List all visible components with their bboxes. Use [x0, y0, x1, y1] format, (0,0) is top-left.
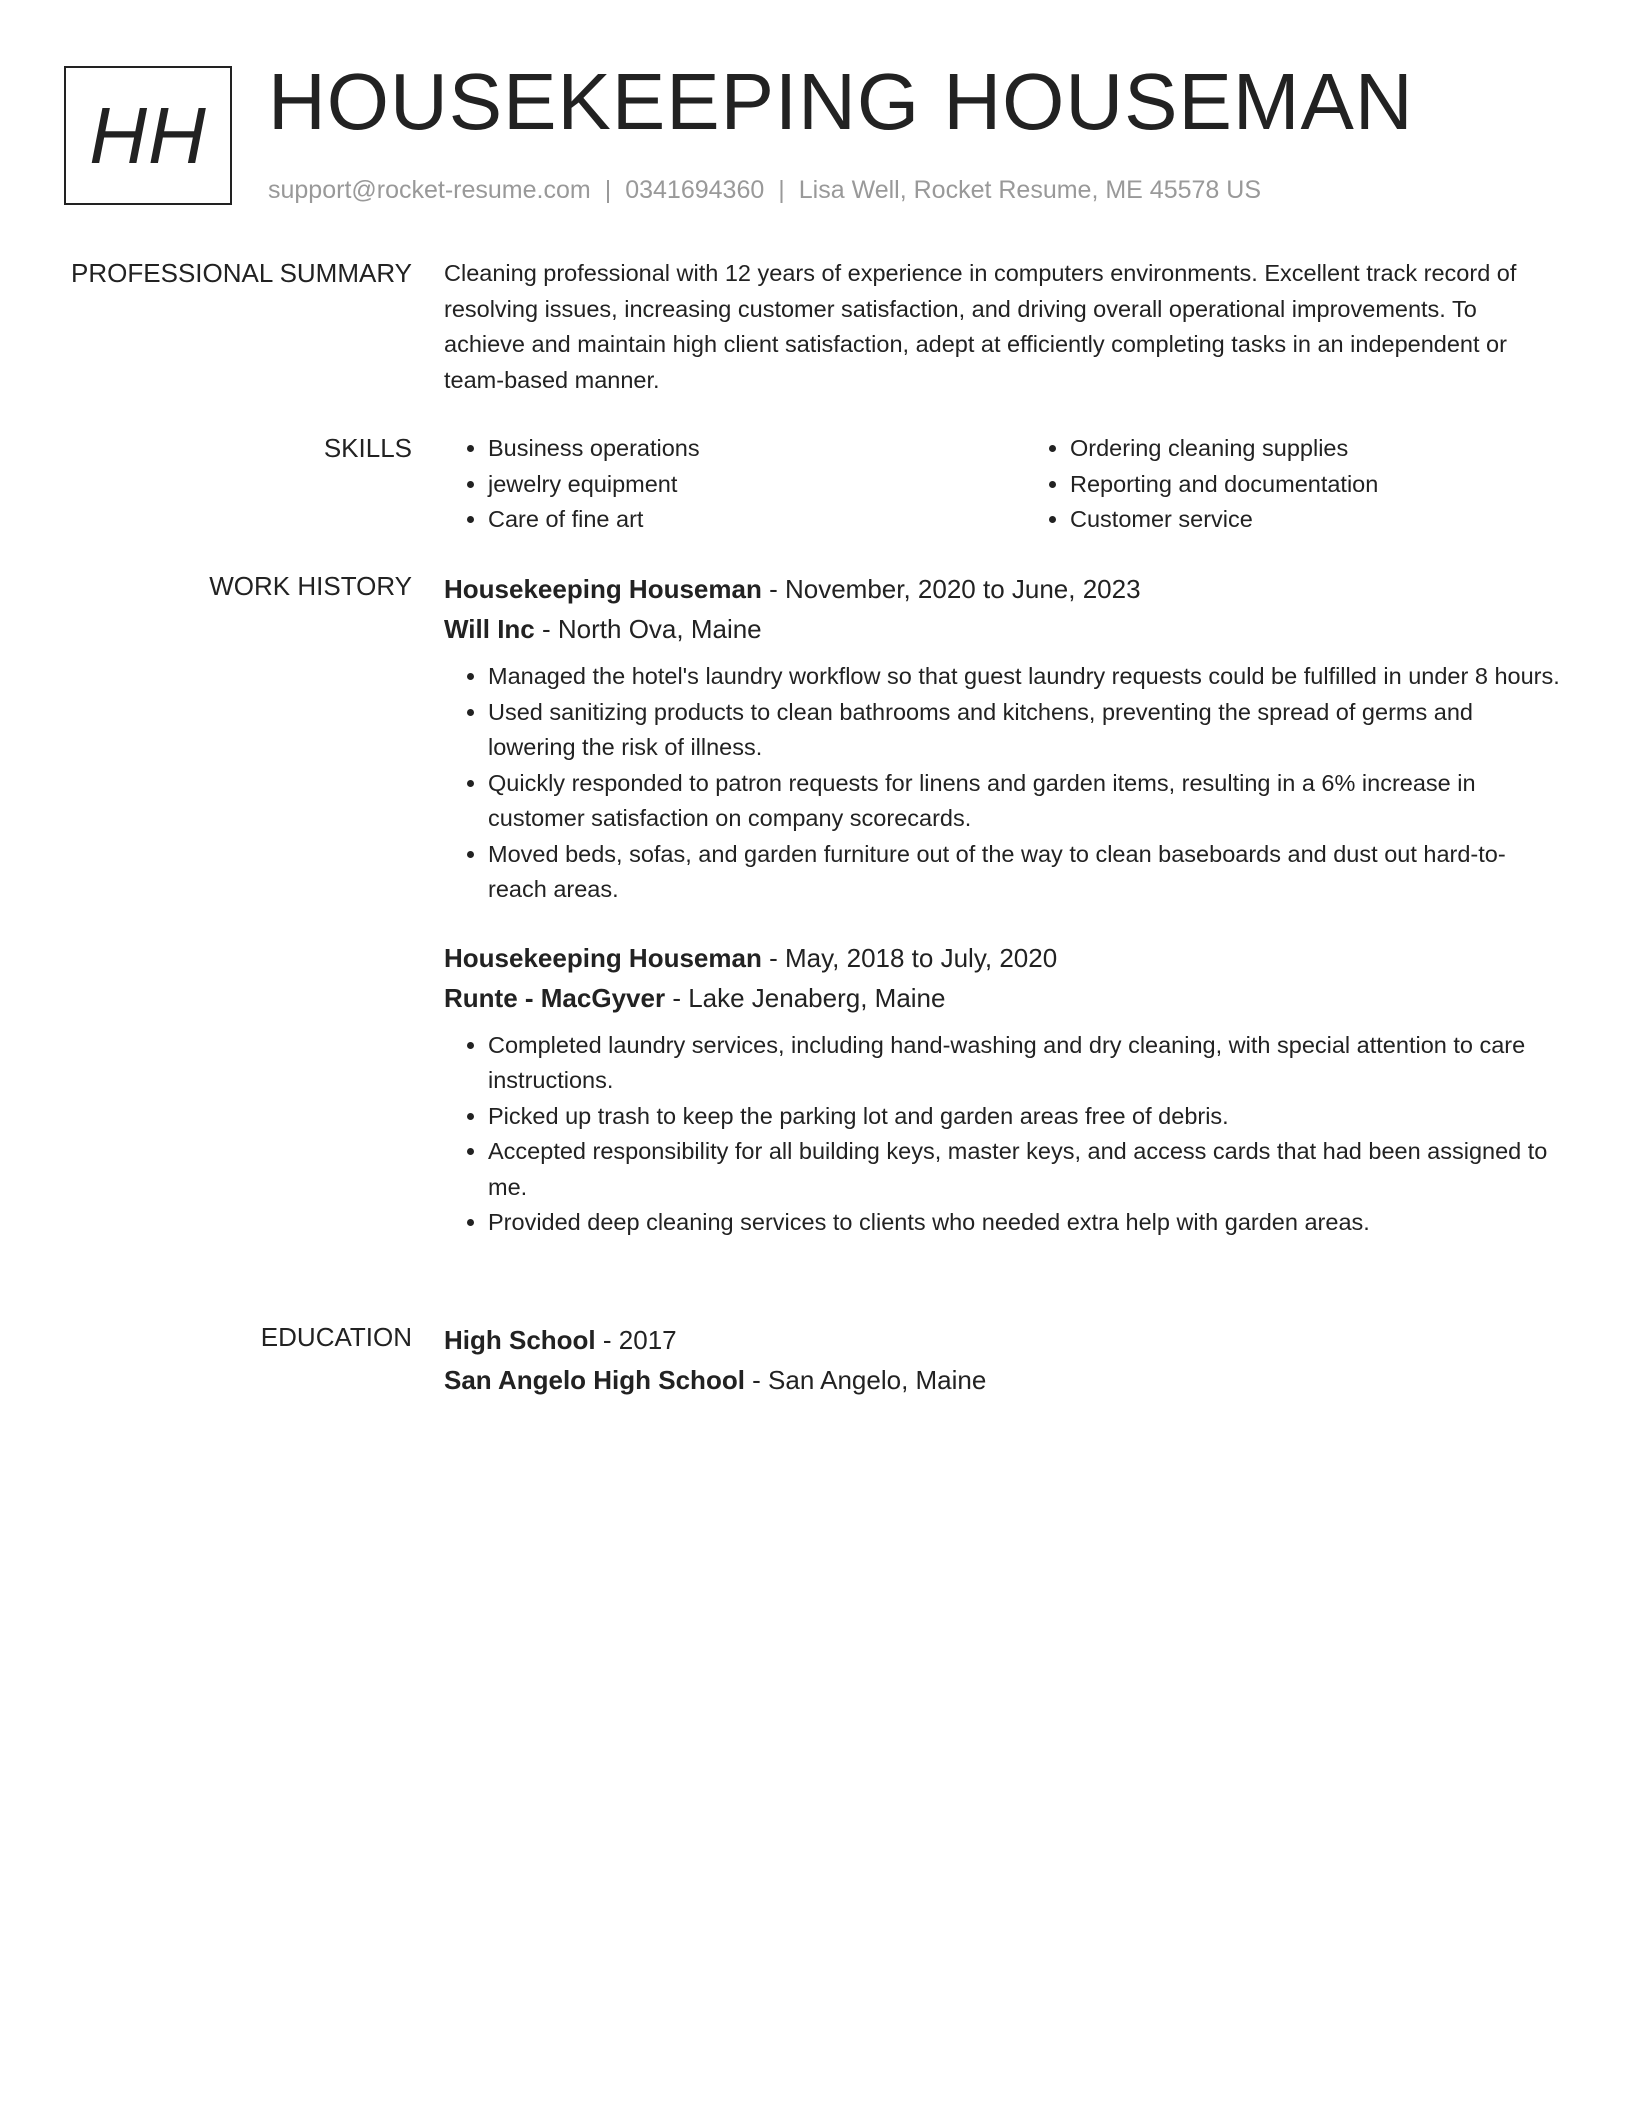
job-title: Housekeeping Houseman — [444, 942, 762, 973]
job-entry — [444, 938, 1564, 1241]
skill-item: • Business operations — [488, 431, 982, 467]
list-item: • Accepted responsibility for all building keys, master keys, and access cards that had been assigned to me. — [488, 1134, 1564, 1205]
school-name: San Angelo High School — [444, 1365, 745, 1395]
contact-line — [268, 174, 1261, 206]
school-line — [444, 1360, 1564, 1400]
skills-list — [982, 431, 1564, 538]
school-location: - San Angelo, Maine — [752, 1365, 987, 1395]
section-label: EDUCATION — [260, 1322, 412, 1352]
section-label: WORK HISTORY — [209, 571, 412, 601]
job-title-line — [444, 938, 1564, 978]
job-company-line — [444, 978, 1564, 1018]
job-bullets — [444, 1028, 1564, 1241]
list-item: • Moved beds, sofas, and garden furniture out of the way to clean baseboards and dust out hard-to-reach areas. — [488, 837, 1564, 908]
job-bullets — [444, 659, 1564, 908]
list-item: • Completed laundry services, including hand-washing and dry cleaning, with special attention to care instructions. — [488, 1028, 1564, 1099]
phone-number: 0341694360 — [625, 176, 765, 204]
skill-item: • jewelry equipment — [488, 467, 982, 503]
list-item: • Provided deep cleaning services to clients who needed extra help with garden areas. — [488, 1205, 1564, 1241]
company-name: Will Inc — [444, 614, 535, 644]
job-title-line — [444, 569, 1564, 609]
email-link[interactable]: support@rocket-resume.com — [268, 176, 591, 204]
contact-separator: | — [778, 176, 785, 204]
skills-list — [444, 431, 982, 538]
job-title: Housekeeping Houseman — [444, 574, 762, 604]
list-item: • Picked up trash to keep the parking lot and garden areas free of debris. — [488, 1099, 1564, 1135]
contact-separator: | — [604, 176, 612, 204]
job-dates: - November, 2020 to June, 2023 — [769, 574, 1141, 604]
degree-line — [444, 1320, 1564, 1360]
job-dates: - May, 2018 to July, 2020 — [769, 942, 1058, 973]
job-company-line — [444, 609, 1564, 649]
list-item: • Managed the hotel's laundry workflow so that guest laundry requests could be fulfilled in under 8 hours. — [488, 659, 1564, 695]
skill-item: • Care of fine art — [488, 502, 982, 538]
list-item: • Used sanitizing products to clean bathrooms and kitchens, preventing the spread of germs and lowering the risk of illness. — [488, 695, 1564, 766]
graduation-year: - 2017 — [602, 1325, 677, 1355]
section-label: SKILLS — [323, 433, 412, 463]
monogram: HH — [64, 66, 232, 205]
degree: High School — [444, 1325, 596, 1355]
skill-item: • Reporting and documentation — [1070, 467, 1564, 503]
skill-item: • Customer service — [1070, 502, 1564, 538]
skill-item: • Ordering cleaning supplies — [1070, 431, 1564, 467]
list-item: • Quickly responded to patron requests for linens and garden items, resulting in a 6% increase in customer satisfaction on company scorecards. — [488, 766, 1564, 837]
company-name: Runte - MacGyver — [444, 982, 666, 1013]
company-location: - North Ova, Maine — [542, 614, 762, 644]
section-label: PROFESSIONAL SUMMARY — [71, 258, 412, 288]
company-location: - Lake Jenaberg, Maine — [672, 982, 946, 1013]
job-entry — [444, 569, 1564, 908]
candidate-name: HOUSEKEEPING HOUSEMAN — [268, 57, 1414, 146]
address: Lisa Well, Rocket Resume, ME 45578 US — [798, 176, 1261, 204]
summary-text: Cleaning professional with 12 years of experience in computers environments. Excellent track record of resolving issues, increasing customer satisfaction, and driving overall operational improvements. To achieve and maintain high client satisfaction, adept at efficiently completing tasks in an independent or team-based manner. — [444, 260, 1517, 393]
